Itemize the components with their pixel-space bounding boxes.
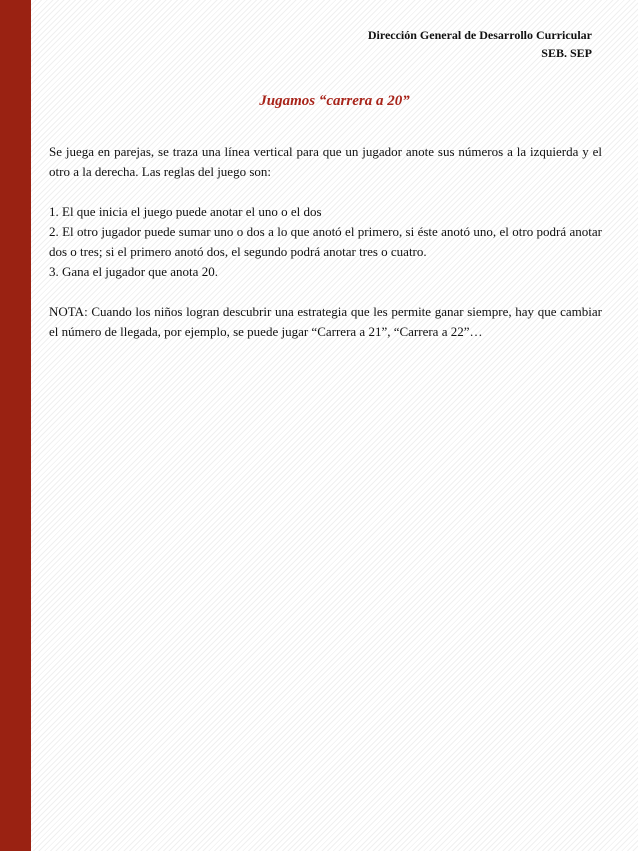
rule-2: 2. El otro jugador puede sumar uno o dos a lo que anotó el primero, si éste anotó uno, el otro podrá anotar dos o tres; si el primero anotó dos, el segundo podrá anotar tres o cuatro. (49, 224, 602, 259)
document-body (49, 142, 602, 342)
note-paragraph: NOTA: Cuando los niños logran descubrir una estrategia que les permite ganar siempre, hay que cambiar el número de llegada, por ejemplo, se puede jugar “Carrera a 21”, “Carrera a 22”… (49, 304, 602, 339)
page-title: Jugamos “carrera a 20” (259, 93, 410, 109)
intro-paragraph: Se juega en parejas, se traza una línea vertical para que un jugador anote sus números a la izquierda y el otro a la derecha. Las reglas del juego son: (49, 144, 602, 179)
header-department: SEB. SEP (541, 46, 592, 60)
left-decorative-bar (0, 0, 31, 851)
rule-3: 3. Gana el jugador que anota 20. (49, 264, 218, 279)
header-institution: Dirección General de Desarrollo Curricular (367, 28, 592, 42)
document-header (368, 26, 592, 62)
rule-1: 1. El que inicia el juego puede anotar el uno o el dos (49, 204, 322, 219)
